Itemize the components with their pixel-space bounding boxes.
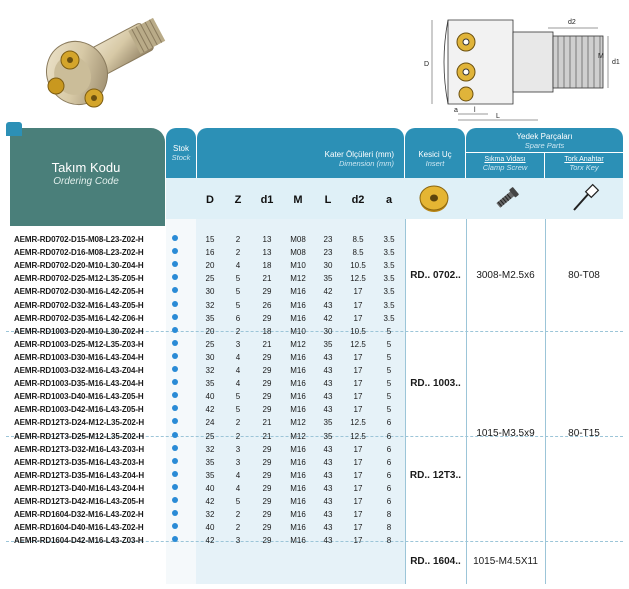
cell-d1: 29	[262, 536, 272, 546]
cell-d2: 17	[353, 366, 363, 375]
cell-D: 32	[205, 444, 215, 454]
cell-Z: 5	[235, 405, 241, 415]
dimension-label-en: Dimension (mm)	[338, 159, 394, 168]
cell-D: 30	[205, 352, 215, 362]
cell-d2: 12.5	[350, 418, 366, 428]
cell-D: 40	[205, 483, 215, 493]
table-row	[6, 364, 623, 377]
stock-label-en: Stock	[171, 153, 191, 162]
table-row	[6, 495, 623, 508]
cell-D: 32	[205, 300, 215, 310]
cell-Z: 2	[235, 235, 241, 244]
cell-d2: 17	[353, 392, 363, 402]
cell-Z: 4	[235, 379, 241, 389]
col-header-D: D	[206, 194, 214, 206]
cell-a: 3.5	[383, 274, 395, 284]
cell-d2: 12.5	[350, 274, 366, 284]
stock-dot	[172, 405, 178, 411]
table-row	[6, 285, 623, 298]
cell-d1: 21	[262, 418, 272, 428]
ordering-code: AEMR-RD1003-D35-M16-L43-Z04-H	[14, 379, 144, 389]
cell-Z: 5	[235, 274, 241, 284]
insert-image	[418, 184, 450, 214]
cell-Z: 2	[235, 431, 241, 441]
cell-d1: 29	[262, 405, 272, 415]
cell-L: 43	[323, 457, 333, 467]
stock-dot	[172, 287, 178, 293]
cell-D: 16	[205, 248, 215, 258]
cell-d2: 17	[353, 510, 363, 520]
cell-L: 43	[323, 405, 333, 415]
cell-a: 3.5	[383, 300, 395, 310]
cell-D: 42	[205, 405, 215, 415]
cell-d2: 17	[353, 444, 363, 454]
cell-Z: 2	[235, 418, 241, 428]
cell-d2: 17	[353, 287, 363, 297]
ordering-code: AEMR-RD1003-D42-M16-L43-Z05-H	[14, 405, 144, 415]
key-group-1: 80-T08	[568, 270, 600, 281]
stock-dot	[172, 366, 178, 372]
cell-d1: 29	[262, 470, 272, 480]
table-row	[6, 469, 623, 482]
cell-M: M08	[290, 248, 306, 258]
key-image	[566, 182, 600, 216]
cell-d1: 29	[262, 497, 272, 506]
cell-d1: 26	[262, 300, 272, 310]
stock-dot	[172, 248, 178, 254]
cell-L: 43	[323, 392, 333, 402]
stock-dot	[172, 314, 178, 320]
cell-M: M16	[290, 405, 306, 415]
ordering-code: AEMR-RD0702-D20-M10-L30-Z04-H	[14, 261, 144, 271]
stock-dot	[172, 536, 178, 542]
ordering-code: AEMR-RD0702-D15-M08-L23-Z02-H	[14, 235, 144, 244]
insert-group-2: RD.. 1003..	[410, 378, 461, 389]
corner-tab	[6, 122, 22, 136]
cell-Z: 4	[235, 483, 241, 493]
stock-dot	[172, 458, 178, 464]
insert-group-1: RD.. 0702..	[410, 270, 461, 281]
cell-d1: 18	[262, 261, 272, 271]
cell-a: 3.5	[383, 248, 395, 258]
cell-M: M16	[290, 536, 306, 546]
stock-dot	[172, 510, 178, 516]
stock-dot	[172, 392, 178, 398]
cell-L: 43	[323, 444, 333, 454]
ordering-code: AEMR-RD1003-D32-M16-L43-Z04-H	[14, 366, 144, 375]
cell-D: 35	[205, 313, 215, 323]
cell-d2: 17	[353, 352, 363, 362]
cell-D: 40	[205, 523, 215, 533]
cell-M: M16	[290, 379, 306, 389]
cell-d1: 13	[262, 248, 272, 258]
ordering-code: AEMR-RD1604-D40-M16-L43-Z02-H	[14, 523, 144, 533]
cell-d1: 29	[262, 457, 272, 467]
stock-dot	[172, 261, 178, 267]
cell-a: 6	[386, 497, 392, 506]
cell-a: 3.5	[383, 287, 395, 297]
cell-d2: 17	[353, 457, 363, 467]
cell-Z: 4	[235, 352, 241, 362]
stock-dot	[172, 379, 178, 385]
table-row	[6, 312, 623, 325]
cell-M: M16	[290, 523, 306, 533]
cell-D: 30	[205, 287, 215, 297]
dimension-label-tr: Kater Ölçüleri (mm)	[324, 150, 394, 159]
ordering-code: AEMR-RD12T3-D35-M16-L43-Z04-H	[14, 470, 145, 480]
cell-d2: 17	[353, 405, 363, 415]
cell-L: 30	[323, 326, 333, 336]
cell-D: 15	[205, 235, 215, 244]
ordering-code: AEMR-RD12T3-D24-M12-L35-Z02-H	[14, 418, 145, 428]
stock-dot	[172, 353, 178, 359]
table-row	[6, 482, 623, 495]
cell-a: 5	[386, 339, 392, 349]
screw-group-1: 3008-M2.5x6	[476, 270, 535, 281]
cell-D: 20	[205, 261, 215, 271]
insert-group-3: RD.. 12T3..	[409, 470, 462, 481]
stock-dot	[172, 340, 178, 346]
ordering-code: AEMR-RD12T3-D32-M16-L43-Z03-H	[14, 444, 145, 454]
screw-label	[466, 156, 544, 173]
screw-label-tr: Sıkma Vidası	[484, 156, 526, 163]
ordering-code-title: Takım Kodu	[51, 160, 121, 175]
col-header-Z: Z	[234, 194, 242, 206]
insert-label-tr: Kesici Uç	[418, 150, 452, 159]
cell-M: M16	[290, 392, 306, 402]
cell-d2: 10.5	[350, 261, 366, 271]
ordering-code: AEMR-RD12T3-D42-M16-L43-Z05-H	[14, 497, 145, 506]
cell-L: 43	[323, 379, 333, 389]
stock-dot	[172, 445, 178, 451]
cell-d2: 17	[353, 483, 363, 493]
cell-a: 5	[386, 392, 392, 402]
dim-label-D: D	[424, 61, 430, 68]
spare-label	[466, 132, 623, 150]
dimension-label	[296, 150, 404, 168]
ordering-code: AEMR-RD0702-D30-M16-L42-Z05-H	[14, 287, 144, 297]
col-header-L: L	[324, 194, 332, 206]
table-row	[6, 299, 623, 312]
cell-d1: 29	[262, 366, 272, 375]
cell-Z: 2	[235, 510, 241, 520]
cell-d2: 17	[353, 379, 363, 389]
cell-d2: 12.5	[350, 431, 366, 441]
cell-L: 23	[323, 248, 333, 258]
cell-L: 43	[323, 497, 333, 506]
cell-L: 43	[323, 523, 333, 533]
cell-a: 6	[386, 418, 392, 428]
cell-d1: 29	[262, 483, 272, 493]
stock-dot	[172, 484, 178, 490]
cell-a: 6	[386, 444, 392, 454]
cell-L: 23	[323, 235, 333, 244]
key-label	[545, 156, 623, 173]
cell-D: 25	[205, 431, 215, 441]
spare-label-tr: Yedek Parçaları	[516, 132, 573, 141]
cell-a: 8	[386, 523, 392, 533]
cell-M: M08	[290, 235, 306, 244]
cell-d1: 21	[262, 274, 272, 284]
cell-M: M10	[290, 326, 306, 336]
cell-d2: 17	[353, 536, 363, 546]
stock-dot	[172, 418, 178, 424]
stock-dot	[172, 301, 178, 307]
cell-a: 5	[386, 405, 392, 415]
cell-D: 25	[205, 274, 215, 284]
ordering-code: AEMR-RD0702-D35-M16-L42-Z06-H	[14, 313, 144, 323]
cell-M: M16	[290, 470, 306, 480]
cell-M: M12	[290, 431, 306, 441]
cell-M: M10	[290, 261, 306, 271]
table-row	[6, 521, 623, 534]
ordering-code: AEMR-RD12T3-D35-M16-L43-Z03-H	[14, 457, 145, 467]
stock-dot	[172, 235, 178, 241]
screw-image	[490, 183, 522, 215]
cell-d1: 29	[262, 444, 272, 454]
cell-L: 43	[323, 470, 333, 480]
cell-L: 43	[323, 483, 333, 493]
cell-L: 35	[323, 339, 333, 349]
cell-d2: 8.5	[352, 248, 364, 258]
cell-Z: 5	[235, 497, 241, 506]
technical-drawing	[418, 14, 623, 124]
cell-Z: 2	[235, 523, 241, 533]
cell-L: 43	[323, 366, 333, 375]
cell-d1: 18	[262, 326, 272, 336]
ordering-code: AEMR-RD0702-D32-M16-L43-Z05-H	[14, 300, 144, 310]
table-row	[6, 443, 623, 456]
ordering-code: AEMR-RD12T3-D25-M12-L35-Z02-H	[14, 431, 145, 441]
stock-label	[166, 144, 196, 162]
table-row	[6, 246, 623, 259]
cell-d1: 29	[262, 352, 272, 362]
cell-D: 40	[205, 392, 215, 402]
cell-a: 5	[386, 379, 392, 389]
cell-Z: 3	[235, 536, 241, 546]
cell-D: 42	[205, 497, 215, 506]
cell-Z: 3	[235, 444, 241, 454]
cell-d1: 29	[262, 287, 272, 297]
cell-d1: 13	[262, 235, 272, 244]
cell-M: M12	[290, 418, 306, 428]
cell-d2: 17	[353, 523, 363, 533]
cell-D: 32	[205, 366, 215, 375]
cell-a: 5	[386, 326, 392, 336]
cell-L: 43	[323, 300, 333, 310]
cell-L: 43	[323, 536, 333, 546]
table-row	[6, 534, 623, 547]
cell-Z: 5	[235, 300, 241, 310]
cell-d1: 21	[262, 431, 272, 441]
cell-d1: 29	[262, 510, 272, 520]
cell-D: 35	[205, 379, 215, 389]
cell-d2: 12.5	[350, 339, 366, 349]
cell-Z: 4	[235, 366, 241, 375]
cell-D: 42	[205, 536, 215, 546]
cell-M: M12	[290, 339, 306, 349]
cell-d2: 17	[353, 470, 363, 480]
cell-Z: 2	[235, 326, 241, 336]
cell-L: 42	[323, 313, 333, 323]
ordering-code-subtitle: Ordering Code	[53, 176, 119, 187]
cell-M: M16	[290, 287, 306, 297]
cell-d1: 21	[262, 339, 272, 349]
stock-dot	[172, 327, 178, 333]
cell-Z: 5	[235, 287, 241, 297]
cell-L: 43	[323, 352, 333, 362]
cell-D: 32	[205, 510, 215, 520]
ordering-code: AEMR-RD1003-D25-M12-L35-Z03-H	[14, 339, 144, 349]
key-label-en: Torx Key	[569, 163, 599, 172]
cell-a: 3.5	[383, 261, 395, 271]
cell-D: 25	[205, 339, 215, 349]
cell-M: M12	[290, 274, 306, 284]
cell-Z: 2	[235, 248, 241, 258]
cell-M: M16	[290, 444, 306, 454]
dim-label-a: a	[454, 107, 458, 114]
ordering-code: AEMR-RD1003-D30-M16-L43-Z04-H	[14, 352, 144, 362]
insert-label-en: Insert	[425, 159, 445, 168]
cell-D: 35	[205, 470, 215, 480]
screw-label-en: Clamp Screw	[482, 163, 528, 172]
stock-dot	[172, 471, 178, 477]
ordering-code: AEMR-RD0702-D25-M12-L35-Z05-H	[14, 274, 144, 284]
cell-a: 6	[386, 470, 392, 480]
cell-d2: 17	[353, 300, 363, 310]
cell-a: 5	[386, 352, 392, 362]
cell-a: 6	[386, 483, 392, 493]
cell-Z: 5	[235, 392, 241, 402]
col-header-M: M	[293, 194, 303, 206]
stock-dot	[172, 274, 178, 280]
table-row	[6, 377, 623, 390]
dim-label-L: L	[496, 113, 500, 120]
screw-group-4: 1015-M4.5X11	[473, 556, 538, 567]
screw-group-2: 1015-M3.5x9	[476, 428, 535, 439]
cell-Z: 3	[235, 339, 241, 349]
table-row	[6, 338, 623, 351]
cell-a: 5	[386, 366, 392, 375]
insert-label	[405, 150, 465, 168]
cell-d1: 29	[262, 379, 272, 389]
cell-L: 43	[323, 510, 333, 520]
cell-M: M16	[290, 483, 306, 493]
cell-Z: 6	[235, 313, 241, 323]
cell-Z: 3	[235, 457, 241, 467]
ordering-code: AEMR-RD0702-D16-M08-L23-Z02-H	[14, 248, 144, 258]
key-label-tr: Tork Anahtar	[564, 156, 604, 163]
cell-L: 35	[323, 274, 333, 284]
cell-D: 35	[205, 457, 215, 467]
table-row	[6, 508, 623, 521]
cell-M: M16	[290, 366, 306, 375]
ordering-code: AEMR-RD12T3-D40-M16-L43-Z04-H	[14, 483, 145, 493]
ordering-code: AEMR-RD1003-D40-M16-L43-Z05-H	[14, 392, 144, 402]
col-header-d1: d1	[260, 194, 274, 206]
table-row	[6, 390, 623, 403]
cell-M: M16	[290, 497, 306, 506]
key-group-2: 80-T15	[568, 428, 600, 439]
cell-D: 20	[205, 326, 215, 336]
cell-Z: 4	[235, 470, 241, 480]
cell-M: M16	[290, 510, 306, 520]
cell-M: M16	[290, 300, 306, 310]
cell-d2: 8.5	[352, 235, 364, 244]
cell-a: 6	[386, 431, 392, 441]
dim-label-d2: d2	[568, 19, 576, 26]
cell-L: 35	[323, 418, 333, 428]
cell-a: 3.5	[383, 313, 395, 323]
table-row	[6, 456, 623, 469]
cell-d2: 10.5	[350, 326, 366, 336]
insert-group-4: RD.. 1604..	[410, 556, 461, 567]
cell-Z: 4	[235, 261, 241, 271]
product-photo	[22, 8, 172, 118]
table-row	[6, 233, 623, 246]
dim-label-d1: d1	[612, 59, 620, 66]
cell-d1: 29	[262, 313, 272, 323]
stock-dot	[172, 432, 178, 438]
ordering-code: AEMR-RD1604-D42-M16-L43-Z03-H	[14, 536, 144, 546]
cell-D: 24	[205, 418, 215, 428]
cell-d1: 29	[262, 523, 272, 533]
cell-M: M16	[290, 457, 306, 467]
stock-label-tr: Stok	[172, 144, 189, 153]
table-row	[6, 325, 623, 338]
cell-d1: 29	[262, 392, 272, 402]
cell-M: M16	[290, 313, 306, 323]
cell-L: 35	[323, 431, 333, 441]
table-row	[6, 351, 623, 364]
table-row	[6, 403, 623, 416]
cell-d2: 17	[353, 313, 363, 323]
cell-a: 3.5	[383, 235, 395, 244]
ordering-code: AEMR-RD1604-D32-M16-L43-Z02-H	[14, 510, 144, 520]
col-header-d2: d2	[351, 194, 365, 206]
cell-a: 6	[386, 457, 392, 467]
cell-M: M16	[290, 352, 306, 362]
spare-label-en: Spare Parts	[524, 141, 565, 150]
stock-dot	[172, 497, 178, 503]
col-header-a: a	[385, 194, 393, 206]
cell-a: 8	[386, 536, 392, 546]
stock-dot	[172, 523, 178, 529]
dim-label-M: M	[598, 53, 604, 60]
cell-L: 42	[323, 287, 333, 297]
cell-d2: 17	[353, 497, 363, 506]
dim-label-l: l	[474, 107, 476, 114]
ordering-code: AEMR-RD1003-D20-M10-L30-Z02-H	[14, 326, 144, 336]
cell-a: 8	[386, 510, 392, 520]
product-table	[6, 128, 623, 584]
cell-L: 30	[323, 261, 333, 271]
